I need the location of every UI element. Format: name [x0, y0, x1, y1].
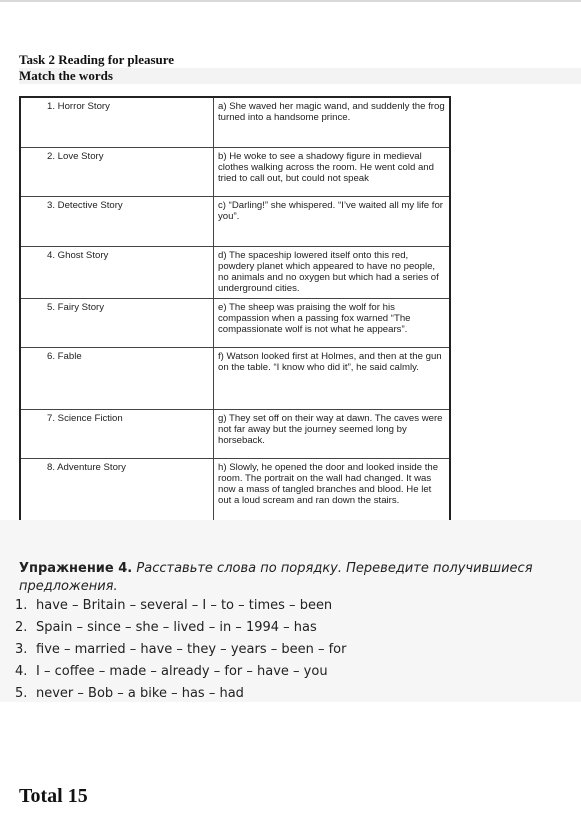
genre-cell: 8. Adventure Story [20, 459, 214, 525]
task-subtitle: Match the words [19, 68, 581, 84]
item-number: 3. [15, 642, 28, 657]
item-number: 4. [15, 664, 28, 679]
item-text: have – Britain – several – I – to – times – been [36, 598, 333, 613]
genre-cell: 5. Fairy Story [20, 299, 214, 348]
table-row [20, 348, 450, 410]
top-divider [0, 0, 581, 2]
list-item [15, 640, 346, 662]
excerpt-cell: d) The spaceship lowered itself onto this red, powdery planet which appeared to have no people, no animals and no oxygen but which had a series of underground cities. [214, 247, 451, 299]
matching-table [19, 96, 451, 525]
exercise-list [15, 596, 346, 706]
genre-cell: 6. Fable [20, 348, 214, 410]
item-text: Spain – since – she – lived – in – 1994 – has [36, 620, 317, 635]
list-item [15, 618, 346, 640]
total-score: Total 15 [19, 785, 88, 807]
item-text: never – Bob – a bike – has – had [36, 686, 244, 701]
genre-cell: 4. Ghost Story [20, 247, 214, 299]
item-number: 5. [15, 686, 28, 701]
excerpt-cell: g) They set off on their way at dawn. The caves were not far away but the journey seemed long by horseback. [214, 410, 451, 459]
excerpt-cell: h) Slowly, he opened the door and looked inside the room. The portrait on the wall had changed. It was now a mass of tangled branches and blood. He let out a loud scream and ran down the stairs. [214, 459, 451, 525]
item-text: five – married – have – they – years – been – for [36, 642, 347, 657]
excerpt-cell: a) She waved her magic wand, and suddenly the frog turned into a handsome prince. [214, 97, 451, 148]
item-number: 1. [15, 598, 28, 613]
exercise-heading [19, 560, 579, 596]
genre-cell: 1. Horror Story [20, 97, 214, 148]
excerpt-cell: b) He woke to see a shadowy figure in medieval clothes walking across the room. He went cold and tried to call out, but could not speak [214, 148, 451, 197]
genre-cell: 7. Science Fiction [20, 410, 214, 459]
exercise-label: Упражнение 4. [19, 561, 133, 576]
genre-cell: 3. Detective Story [20, 197, 214, 247]
table-row [20, 410, 450, 459]
table-row [20, 97, 450, 148]
table-row [20, 459, 450, 525]
item-text: I – coffee – made – already – for – have – you [36, 664, 328, 679]
item-number: 2. [15, 620, 28, 635]
table-row [20, 247, 450, 299]
excerpt-cell: c) “Darling!” she whispered. “I’ve waited all my life for you”. [214, 197, 451, 247]
list-item [15, 684, 346, 706]
table-row [20, 299, 450, 348]
task-title: Task 2 Reading for pleasure [19, 52, 175, 67]
genre-cell: 2. Love Story [20, 148, 214, 197]
list-item [15, 662, 346, 684]
excerpt-cell: f) Watson looked first at Holmes, and then at the gun on the table. “I know who did it”, he said calmly. [214, 348, 451, 410]
list-item [15, 596, 346, 618]
excerpt-cell: e) The sheep was praising the wolf for his compassion when a passing fox warned “The compassionate wolf is not what he appears”. [214, 299, 451, 348]
table-row [20, 197, 450, 247]
table-row [20, 148, 450, 197]
exercise-instruction: Расставьте слова по порядку. Переведите получившиеся предложения. [19, 561, 533, 594]
